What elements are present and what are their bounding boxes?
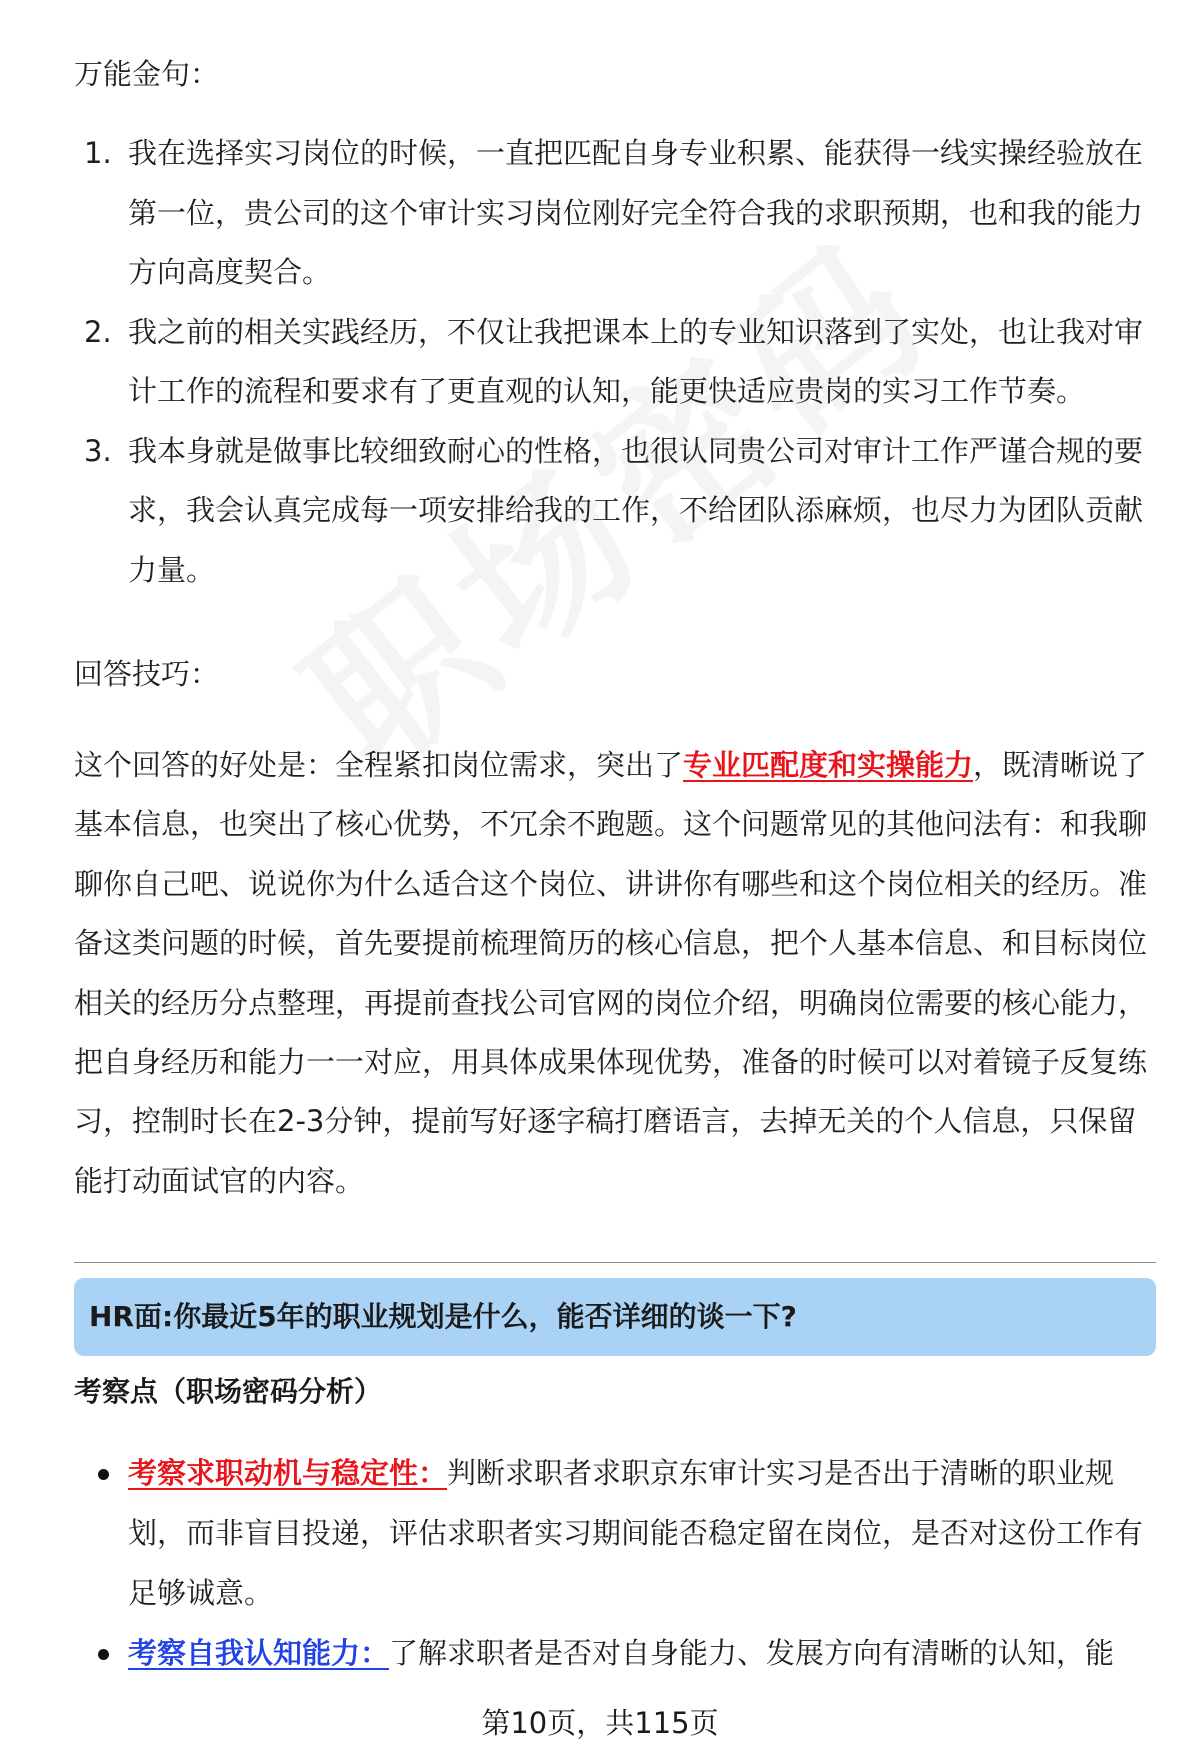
highlight-text: 专业匹配度和实操能力 <box>683 748 974 782</box>
paragraph-text: 这个回答的好处是：全程紧扣岗位需求，突出了 <box>74 748 684 782</box>
section-label-golden-sentences: 万能金句： <box>74 57 220 91</box>
list-item-text: 我之前的相关实践经历，不仅让我把课本上的专业知识落到了实处，也让我对审计工作的流程和要求有了更直观的认知，能更快适应贵岗的实习工作节奏。 <box>128 314 1144 408</box>
list-item-text: 我本身就是做事比较细致耐心的性格，也很认同贵公司对审计工作严谨合规的要求，我会认真完成每一项安排给我的工作，不给团队添麻烦，也尽力为团队贡献力量。 <box>128 433 1144 587</box>
analysis-bullets <box>74 1443 1144 1683</box>
bullet-text: 判断求职者求职京东审计实习是否出于清晰的职业规划，而非盲目投递，评估求职者实习期间能否稳定留在岗位，是否对这份工作有足够诚意。 <box>128 1456 1144 1610</box>
bullet-item <box>74 1443 1144 1623</box>
list-number: 3. <box>84 433 112 468</box>
list-item <box>74 124 1144 303</box>
question-box <box>74 1278 1156 1356</box>
list-number: 2. <box>84 314 112 349</box>
analysis-heading: 考察点（职场密码分析） <box>74 1375 383 1408</box>
list-item <box>74 303 1144 422</box>
list-item <box>74 422 1144 601</box>
bullet-item <box>74 1623 1144 1683</box>
bullet-dot-icon <box>98 1469 109 1480</box>
answer-tips-paragraph <box>74 736 1154 1211</box>
bullet-key: 考察自我认知能力： <box>128 1636 390 1670</box>
list-item-text: 我在选择实习岗位的时候，一直把匹配自身专业积累、能获得一线实操经验放在第一位，贵公司的这个审计实习岗位刚好完全符合我的求职预期，也和我的能力方向高度契合。 <box>128 136 1144 289</box>
golden-sentences-list <box>74 124 1144 600</box>
bullet-key: 考察求职动机与稳定性： <box>128 1456 448 1490</box>
section-label-answer-tips: 回答技巧： <box>74 657 220 691</box>
divider <box>74 1262 1156 1263</box>
list-number: 1. <box>84 136 112 170</box>
page-number: 第10页，共115页 <box>481 1706 719 1740</box>
question-title: HR面:你最近5年的职业规划是什么，能否详细的谈一下? <box>89 1300 797 1333</box>
bullet-text: 了解求职者是否对自身能力、发展方向有清晰的认知，能 <box>389 1636 1115 1670</box>
bullet-dot-icon <box>98 1649 109 1660</box>
paragraph-text: ，既清晰说了基本信息，也突出了核心优势，不冗余不跑题。这个问题常见的其他问法有：和我聊聊你自己吧、说说你为什么适合这个岗位、讲讲你有哪些和这个岗位相关的经历。准备这类问题的时候，首先要提前梳理简历的核心信息，把个人基本信息、和目标岗位相关的经历分点整理，再提前查找公司官网的岗位介绍，明确岗位需要的核心能力，把自身经历和能力一一对应，用具体成果体现优势，准备的时候可以对着镜子反复练习，控制时长在2-3分钟，提前写好逐字稿打磨语言，去掉无关的个人信息，只保留能打动面试官的内容。 <box>74 748 1148 1198</box>
